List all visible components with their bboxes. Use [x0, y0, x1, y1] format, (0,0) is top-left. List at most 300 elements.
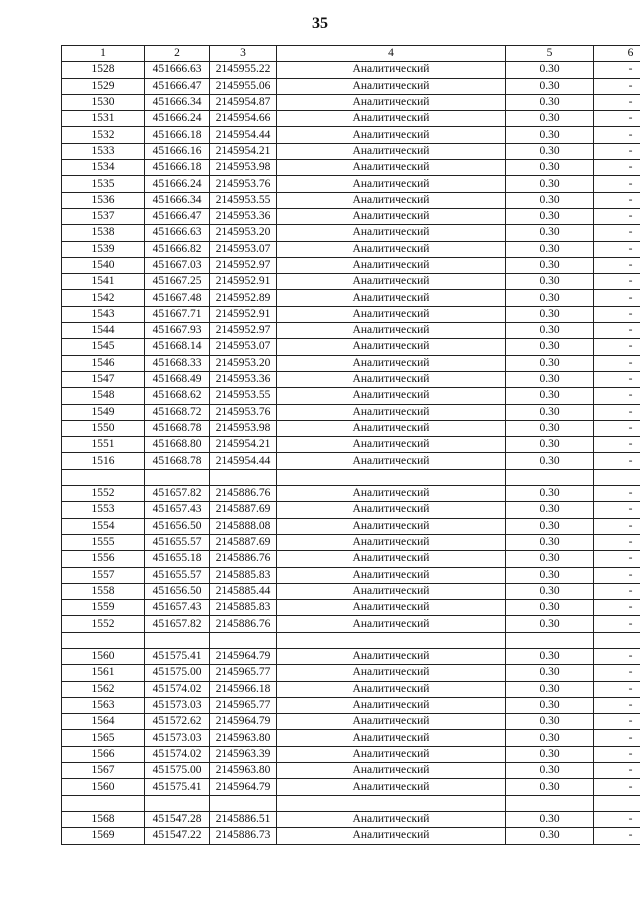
note-cell: - [594, 697, 640, 713]
x-coordinate-cell: 451666.18 [145, 127, 210, 143]
point-number-cell: 1543 [62, 306, 145, 322]
y-coordinate-cell: 2145966.18 [210, 681, 277, 697]
y-coordinate-cell: 2145887.69 [210, 502, 277, 518]
note-cell: - [594, 160, 640, 176]
point-number-cell: 1534 [62, 160, 145, 176]
accuracy-cell: 0.30 [506, 648, 594, 664]
note-cell: - [594, 94, 640, 110]
note-cell: - [594, 746, 640, 762]
method-cell: Аналитический [277, 78, 506, 94]
table-row [62, 355, 640, 371]
table-row [62, 828, 640, 844]
header-cell-x: 2 [145, 46, 210, 62]
x-coordinate-cell: 451656.50 [145, 518, 210, 534]
x-coordinate-cell: 451668.78 [145, 420, 210, 436]
table-header-row [62, 46, 640, 62]
accuracy-cell: 0.30 [506, 225, 594, 241]
note-cell: - [594, 306, 640, 322]
accuracy-cell: 0.30 [506, 94, 594, 110]
separator-row [62, 795, 640, 811]
accuracy-cell: 0.30 [506, 681, 594, 697]
point-number-cell: 1567 [62, 763, 145, 779]
table-row [62, 78, 640, 94]
point-number-cell: 1547 [62, 371, 145, 387]
method-cell: Аналитический [277, 371, 506, 387]
table-row [62, 665, 640, 681]
method-cell: Аналитический [277, 437, 506, 453]
method-cell: Аналитический [277, 257, 506, 273]
accuracy-cell: 0.30 [506, 763, 594, 779]
accuracy-cell: 0.30 [506, 323, 594, 339]
note-cell: - [594, 811, 640, 827]
accuracy-cell: 0.30 [506, 420, 594, 436]
method-cell: Аналитический [277, 94, 506, 110]
x-coordinate-cell: 451656.50 [145, 583, 210, 599]
y-coordinate-cell: 2145954.87 [210, 94, 277, 110]
table-row [62, 486, 640, 502]
note-cell [594, 795, 640, 811]
y-coordinate-cell: 2145953.98 [210, 160, 277, 176]
y-coordinate-cell: 2145952.97 [210, 257, 277, 273]
point-number-cell: 1559 [62, 600, 145, 616]
accuracy-cell: 0.30 [506, 502, 594, 518]
y-coordinate-cell: 2145953.55 [210, 192, 277, 208]
x-coordinate-cell: 451666.18 [145, 160, 210, 176]
accuracy-cell: 0.30 [506, 567, 594, 583]
table-row [62, 420, 640, 436]
table-row [62, 388, 640, 404]
x-coordinate-cell: 451666.63 [145, 225, 210, 241]
point-number-cell: 1544 [62, 323, 145, 339]
y-coordinate-cell: 2145886.76 [210, 616, 277, 632]
note-cell: - [594, 257, 640, 273]
y-coordinate-cell: 2145965.77 [210, 697, 277, 713]
table-row [62, 453, 640, 469]
method-cell: Аналитический [277, 502, 506, 518]
point-number-cell: 1548 [62, 388, 145, 404]
table-body [62, 62, 640, 844]
note-cell: - [594, 404, 640, 420]
accuracy-cell: 0.30 [506, 616, 594, 632]
y-coordinate-cell: 2145954.21 [210, 143, 277, 159]
table-row [62, 648, 640, 664]
accuracy-cell: 0.30 [506, 127, 594, 143]
header-cell-y: 3 [210, 46, 277, 62]
method-cell: Аналитический [277, 779, 506, 795]
note-cell [594, 632, 640, 648]
accuracy-cell: 0.30 [506, 241, 594, 257]
point-number-cell: 1562 [62, 681, 145, 697]
method-cell: Аналитический [277, 225, 506, 241]
x-coordinate-cell: 451574.02 [145, 681, 210, 697]
note-cell: - [594, 208, 640, 224]
point-number-cell: 1538 [62, 225, 145, 241]
method-cell: Аналитический [277, 62, 506, 78]
accuracy-cell: 0.30 [506, 437, 594, 453]
note-cell: - [594, 730, 640, 746]
y-coordinate-cell: 2145885.83 [210, 600, 277, 616]
method-cell: Аналитический [277, 127, 506, 143]
x-coordinate-cell: 451666.24 [145, 111, 210, 127]
method-cell: Аналитический [277, 306, 506, 322]
y-coordinate-cell: 2145885.44 [210, 583, 277, 599]
x-coordinate-cell: 451655.57 [145, 534, 210, 550]
y-coordinate-cell: 2145886.76 [210, 486, 277, 502]
note-cell: - [594, 339, 640, 355]
point-number-cell: 1549 [62, 404, 145, 420]
point-number-cell: 1546 [62, 355, 145, 371]
y-coordinate-cell: 2145953.07 [210, 339, 277, 355]
method-cell: Аналитический [277, 714, 506, 730]
x-coordinate-cell: 451666.82 [145, 241, 210, 257]
table-row [62, 192, 640, 208]
table-row [62, 746, 640, 762]
note-cell: - [594, 518, 640, 534]
y-coordinate-cell: 2145886.73 [210, 828, 277, 844]
point-number-cell: 1535 [62, 176, 145, 192]
note-cell: - [594, 534, 640, 550]
accuracy-cell: 0.30 [506, 779, 594, 795]
method-cell: Аналитический [277, 404, 506, 420]
point-number-cell: 1557 [62, 567, 145, 583]
point-number-cell: 1531 [62, 111, 145, 127]
method-cell: Аналитический [277, 355, 506, 371]
method-cell: Аналитический [277, 160, 506, 176]
table-row [62, 160, 640, 176]
header-cell-point-number: 1 [62, 46, 145, 62]
accuracy-cell: 0.30 [506, 143, 594, 159]
method-cell: Аналитический [277, 274, 506, 290]
accuracy-cell: 0.30 [506, 697, 594, 713]
point-number-cell: 1560 [62, 779, 145, 795]
accuracy-cell: 0.30 [506, 746, 594, 762]
coordinates-table [61, 45, 640, 845]
note-cell: - [594, 437, 640, 453]
y-coordinate-cell [210, 632, 277, 648]
note-cell: - [594, 388, 640, 404]
point-number-cell: 1536 [62, 192, 145, 208]
point-number-cell: 1541 [62, 274, 145, 290]
y-coordinate-cell: 2145965.77 [210, 665, 277, 681]
method-cell: Аналитический [277, 192, 506, 208]
x-coordinate-cell: 451573.03 [145, 697, 210, 713]
note-cell: - [594, 616, 640, 632]
note-cell: - [594, 78, 640, 94]
table-row [62, 306, 640, 322]
note-cell: - [594, 420, 640, 436]
table-row [62, 714, 640, 730]
accuracy-cell: 0.30 [506, 192, 594, 208]
point-number-cell: 1542 [62, 290, 145, 306]
x-coordinate-cell: 451667.48 [145, 290, 210, 306]
accuracy-cell: 0.30 [506, 78, 594, 94]
method-cell: Аналитический [277, 828, 506, 844]
table-row [62, 811, 640, 827]
x-coordinate-cell: 451575.41 [145, 779, 210, 795]
method-cell: Аналитический [277, 176, 506, 192]
method-cell: Аналитический [277, 486, 506, 502]
note-cell: - [594, 192, 640, 208]
x-coordinate-cell: 451657.82 [145, 616, 210, 632]
y-coordinate-cell: 2145953.07 [210, 241, 277, 257]
accuracy-cell: 0.30 [506, 583, 594, 599]
method-cell: Аналитический [277, 811, 506, 827]
accuracy-cell: 0.30 [506, 355, 594, 371]
x-coordinate-cell: 451655.18 [145, 551, 210, 567]
method-cell: Аналитический [277, 567, 506, 583]
method-cell: Аналитический [277, 388, 506, 404]
note-cell: - [594, 241, 640, 257]
header-cell-method: 4 [277, 46, 506, 62]
y-coordinate-cell: 2145955.06 [210, 78, 277, 94]
method-cell: Аналитический [277, 681, 506, 697]
method-cell: Аналитический [277, 746, 506, 762]
table-row [62, 62, 640, 78]
method-cell: Аналитический [277, 697, 506, 713]
y-coordinate-cell: 2145952.89 [210, 290, 277, 306]
table-row [62, 208, 640, 224]
point-number-cell: 1529 [62, 78, 145, 94]
method-cell: Аналитический [277, 208, 506, 224]
accuracy-cell: 0.30 [506, 176, 594, 192]
method-cell: Аналитический [277, 290, 506, 306]
point-number-cell: 1552 [62, 616, 145, 632]
method-cell: Аналитический [277, 730, 506, 746]
note-cell: - [594, 551, 640, 567]
accuracy-cell: 0.30 [506, 665, 594, 681]
point-number-cell: 1564 [62, 714, 145, 730]
x-coordinate-cell: 451575.00 [145, 763, 210, 779]
y-coordinate-cell: 2145885.83 [210, 567, 277, 583]
x-coordinate-cell: 451547.28 [145, 811, 210, 827]
y-coordinate-cell: 2145963.80 [210, 763, 277, 779]
accuracy-cell: 0.30 [506, 551, 594, 567]
y-coordinate-cell: 2145954.44 [210, 453, 277, 469]
y-coordinate-cell: 2145952.97 [210, 323, 277, 339]
accuracy-cell [506, 632, 594, 648]
note-cell: - [594, 828, 640, 844]
note-cell: - [594, 290, 640, 306]
table-row [62, 437, 640, 453]
table-row [62, 779, 640, 795]
note-cell: - [594, 600, 640, 616]
y-coordinate-cell: 2145955.22 [210, 62, 277, 78]
x-coordinate-cell: 451668.72 [145, 404, 210, 420]
x-coordinate-cell [145, 795, 210, 811]
table-row [62, 176, 640, 192]
note-cell: - [594, 176, 640, 192]
y-coordinate-cell [210, 795, 277, 811]
y-coordinate-cell: 2145886.76 [210, 551, 277, 567]
y-coordinate-cell: 2145953.20 [210, 355, 277, 371]
x-coordinate-cell: 451668.49 [145, 371, 210, 387]
accuracy-cell: 0.30 [506, 371, 594, 387]
point-number-cell: 1537 [62, 208, 145, 224]
method-cell: Аналитический [277, 551, 506, 567]
x-coordinate-cell: 451666.34 [145, 94, 210, 110]
x-coordinate-cell: 451575.41 [145, 648, 210, 664]
y-coordinate-cell: 2145888.08 [210, 518, 277, 534]
point-number-cell: 1550 [62, 420, 145, 436]
method-cell: Аналитический [277, 420, 506, 436]
accuracy-cell: 0.30 [506, 811, 594, 827]
method-cell: Аналитический [277, 583, 506, 599]
x-coordinate-cell: 451668.14 [145, 339, 210, 355]
x-coordinate-cell: 451573.03 [145, 730, 210, 746]
note-cell: - [594, 355, 640, 371]
table-row [62, 323, 640, 339]
accuracy-cell: 0.30 [506, 274, 594, 290]
table-row [62, 290, 640, 306]
note-cell: - [594, 567, 640, 583]
method-cell: Аналитический [277, 534, 506, 550]
y-coordinate-cell: 2145953.76 [210, 404, 277, 420]
note-cell: - [594, 62, 640, 78]
accuracy-cell: 0.30 [506, 339, 594, 355]
table-row [62, 127, 640, 143]
table-row [62, 616, 640, 632]
accuracy-cell: 0.30 [506, 518, 594, 534]
point-number-cell: 1516 [62, 453, 145, 469]
accuracy-cell: 0.30 [506, 730, 594, 746]
method-cell: Аналитический [277, 616, 506, 632]
method-cell: Аналитический [277, 111, 506, 127]
x-coordinate-cell: 451668.62 [145, 388, 210, 404]
x-coordinate-cell [145, 469, 210, 485]
table-row [62, 339, 640, 355]
x-coordinate-cell: 451668.78 [145, 453, 210, 469]
y-coordinate-cell: 2145954.66 [210, 111, 277, 127]
y-coordinate-cell: 2145886.51 [210, 811, 277, 827]
note-cell [594, 469, 640, 485]
note-cell: - [594, 274, 640, 290]
table-row [62, 404, 640, 420]
method-cell: Аналитический [277, 241, 506, 257]
x-coordinate-cell: 451655.57 [145, 567, 210, 583]
accuracy-cell: 0.30 [506, 600, 594, 616]
x-coordinate-cell: 451666.34 [145, 192, 210, 208]
y-coordinate-cell: 2145964.79 [210, 714, 277, 730]
header-cell-accuracy: 5 [506, 46, 594, 62]
x-coordinate-cell: 451547.22 [145, 828, 210, 844]
table-row [62, 274, 640, 290]
point-number-cell: 1540 [62, 257, 145, 273]
y-coordinate-cell: 2145952.91 [210, 306, 277, 322]
y-coordinate-cell: 2145953.55 [210, 388, 277, 404]
accuracy-cell: 0.30 [506, 534, 594, 550]
x-coordinate-cell: 451666.63 [145, 62, 210, 78]
accuracy-cell: 0.30 [506, 111, 594, 127]
point-number-cell: 1569 [62, 828, 145, 844]
note-cell: - [594, 453, 640, 469]
y-coordinate-cell: 2145953.36 [210, 371, 277, 387]
method-cell: Аналитический [277, 323, 506, 339]
x-coordinate-cell: 451666.24 [145, 176, 210, 192]
y-coordinate-cell: 2145964.79 [210, 648, 277, 664]
y-coordinate-cell [210, 469, 277, 485]
point-number-cell: 1566 [62, 746, 145, 762]
table-row [62, 143, 640, 159]
point-number-cell: 1530 [62, 94, 145, 110]
x-coordinate-cell: 451667.71 [145, 306, 210, 322]
accuracy-cell: 0.30 [506, 160, 594, 176]
x-coordinate-cell: 451666.47 [145, 78, 210, 94]
point-number-cell: 1555 [62, 534, 145, 550]
y-coordinate-cell: 2145963.39 [210, 746, 277, 762]
point-number-cell [62, 632, 145, 648]
note-cell: - [594, 763, 640, 779]
point-number-cell: 1556 [62, 551, 145, 567]
point-number-cell: 1568 [62, 811, 145, 827]
x-coordinate-cell: 451572.62 [145, 714, 210, 730]
accuracy-cell: 0.30 [506, 290, 594, 306]
x-coordinate-cell: 451666.16 [145, 143, 210, 159]
table-row [62, 697, 640, 713]
method-cell [277, 795, 506, 811]
note-cell: - [594, 665, 640, 681]
point-number-cell [62, 469, 145, 485]
note-cell: - [594, 583, 640, 599]
x-coordinate-cell: 451667.25 [145, 274, 210, 290]
x-coordinate-cell: 451668.80 [145, 437, 210, 453]
separator-row [62, 632, 640, 648]
table-row [62, 551, 640, 567]
table-row [62, 111, 640, 127]
x-coordinate-cell: 451657.43 [145, 502, 210, 518]
accuracy-cell: 0.30 [506, 208, 594, 224]
note-cell: - [594, 681, 640, 697]
table-row [62, 241, 640, 257]
x-coordinate-cell [145, 632, 210, 648]
note-cell: - [594, 225, 640, 241]
point-number-cell: 1533 [62, 143, 145, 159]
table-row [62, 567, 640, 583]
point-number-cell: 1558 [62, 583, 145, 599]
method-cell [277, 469, 506, 485]
table-row [62, 225, 640, 241]
note-cell: - [594, 371, 640, 387]
method-cell: Аналитический [277, 339, 506, 355]
accuracy-cell: 0.30 [506, 388, 594, 404]
y-coordinate-cell: 2145953.20 [210, 225, 277, 241]
y-coordinate-cell: 2145954.44 [210, 127, 277, 143]
method-cell: Аналитический [277, 143, 506, 159]
method-cell: Аналитический [277, 763, 506, 779]
point-number-cell: 1563 [62, 697, 145, 713]
note-cell: - [594, 714, 640, 730]
note-cell: - [594, 127, 640, 143]
method-cell: Аналитический [277, 648, 506, 664]
accuracy-cell [506, 469, 594, 485]
note-cell: - [594, 143, 640, 159]
point-number-cell: 1532 [62, 127, 145, 143]
x-coordinate-cell: 451668.33 [145, 355, 210, 371]
table-row [62, 94, 640, 110]
separator-row [62, 469, 640, 485]
y-coordinate-cell: 2145952.91 [210, 274, 277, 290]
point-number-cell: 1539 [62, 241, 145, 257]
accuracy-cell: 0.30 [506, 828, 594, 844]
note-cell: - [594, 502, 640, 518]
x-coordinate-cell: 451575.00 [145, 665, 210, 681]
point-number-cell: 1551 [62, 437, 145, 453]
point-number-cell: 1552 [62, 486, 145, 502]
method-cell: Аналитический [277, 600, 506, 616]
table-row [62, 371, 640, 387]
table-row [62, 257, 640, 273]
accuracy-cell: 0.30 [506, 404, 594, 420]
x-coordinate-cell: 451666.47 [145, 208, 210, 224]
